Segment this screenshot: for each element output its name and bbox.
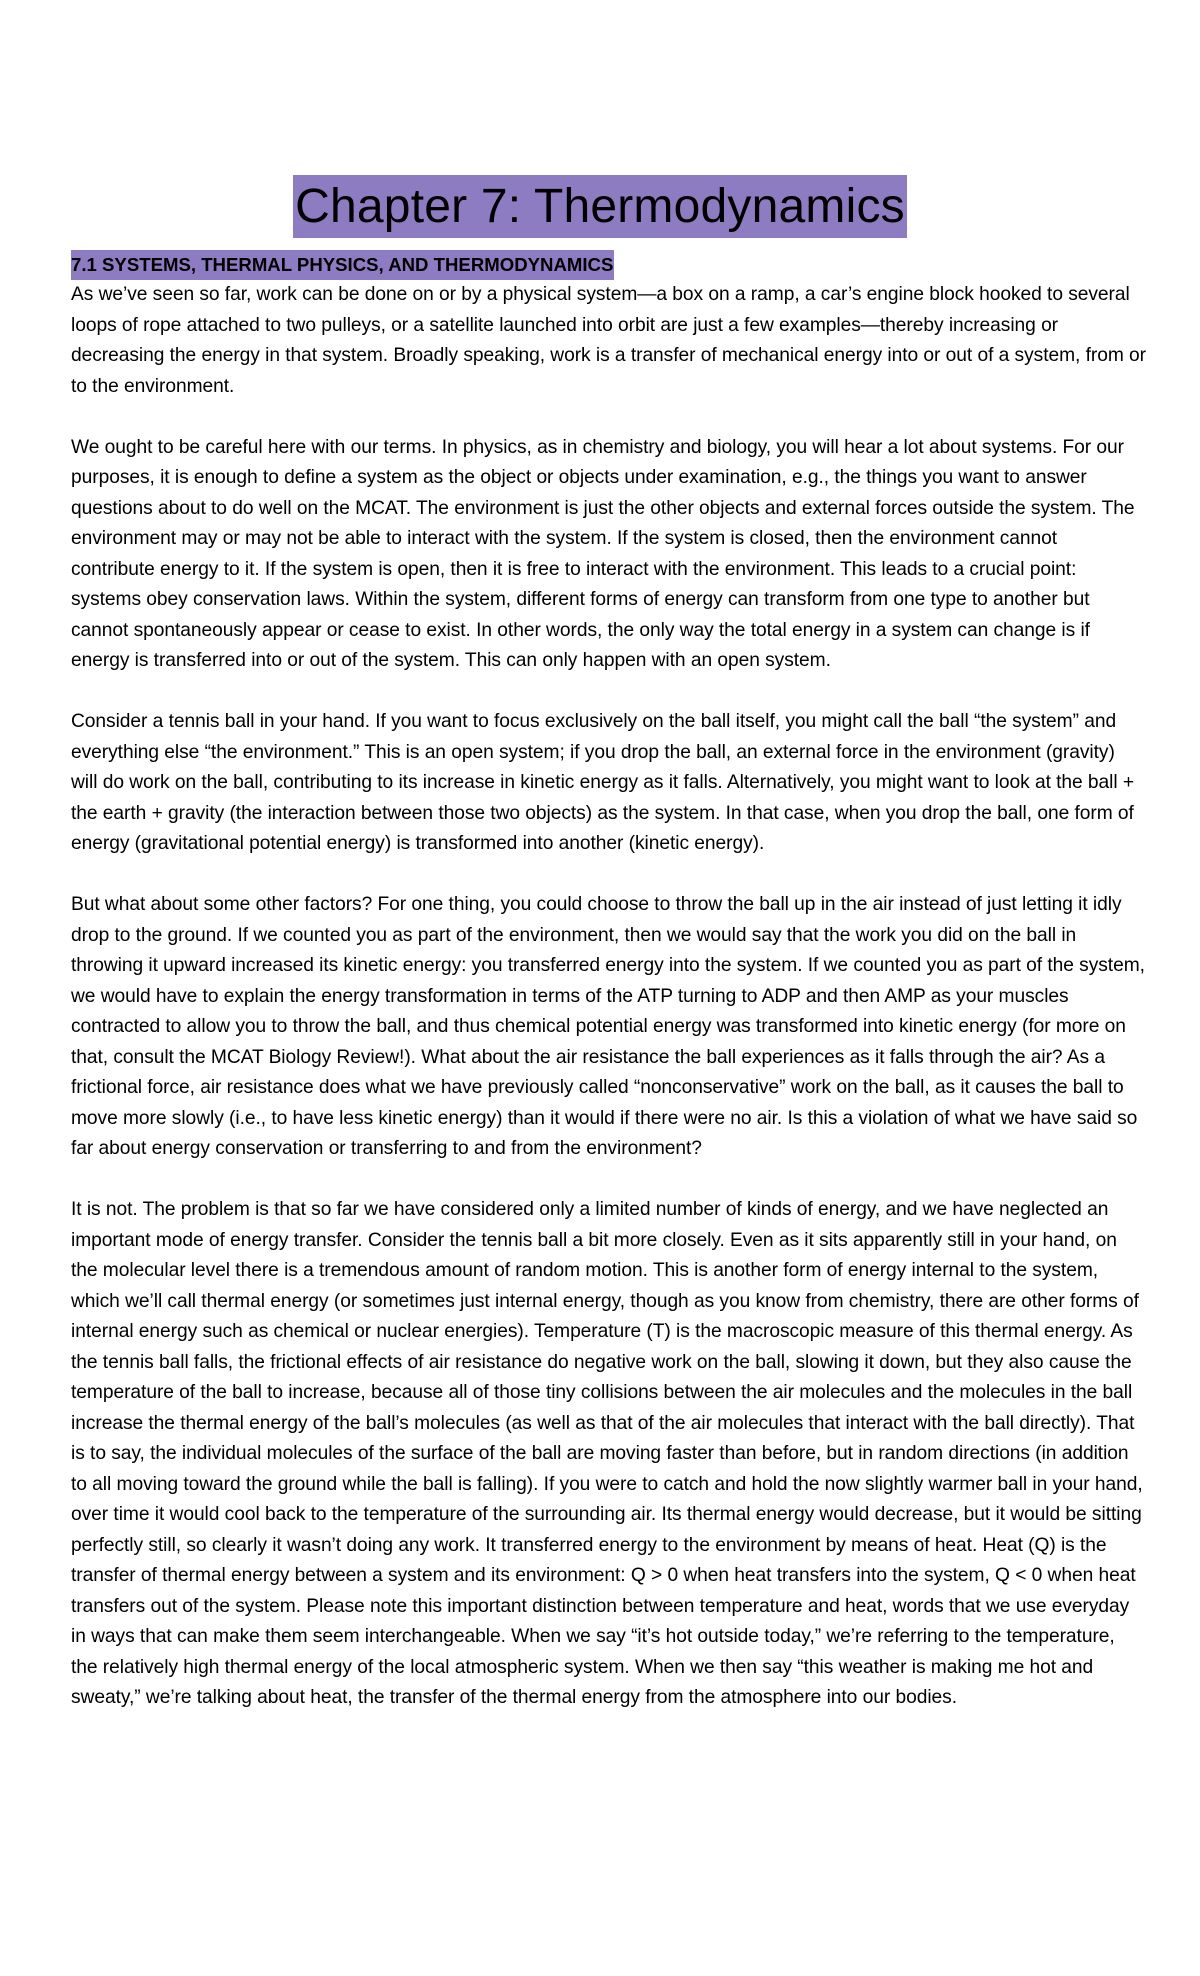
paragraph: It is not. The problem is that so far we have considered only a limited number of kinds of energy, and we have neglected an important mode of energy transfer. Consider the tennis ball a bit more closely. Even as it sits apparently still in your hand, on the molecular level there is a tremendous amount of random motion. This is another form of energy internal to the system, which we’ll call thermal energy (or sometimes just internal energy, though as you know from chemistry, there are other forms of internal energy such as chemical or nuclear energies). Temperature (T) is the macroscopic measure of this thermal energy. As the tennis ball falls, the frictional effects of air resistance do negative work on the ball, slowing it down, but they also cause the temperature of the ball to increase, because all of those tiny collisions between the air molecules and the molecules in the ball increase the thermal energy of the ball’s molecules (as well as that of the air molecules that interact with the ball directly). That is to say, the individual molecules of the surface of the ball are moving faster than before, but in random directions (in addition to all moving toward the ground while the ball is falling). If you were to catch and hold the now slightly warmer ball in your hand, over time it would cool back to the temperature of the surrounding air. Its thermal energy would decrease, but it would be sitting perfectly still, so clearly it wasn’t doing any work. It transferred energy to the environment by means of heat. Heat (Q) is the transfer of thermal energy between a system and its environment: Q > 0 when heat transfers into the system, Q < 0 when heat transfers out of the system. Please note this important distinction between temperature and heat, words that we use everyday in ways that can make them seem interchangeable. When we say “it’s hot outside today,” we’re referring to the temperature, the relatively high thermal energy of the local atmospheric system. When we then say “this weather is making me hot and sweaty,” we’re talking about heat, the transfer of the thermal energy from the atmosphere into our bodies.	[71, 1199, 1143, 1708]
section-heading: 7.1 SYSTEMS, THERMAL PHYSICS, AND THERMODYNAMICS	[71, 250, 614, 280]
document-body	[71, 250, 1146, 1744]
paragraph: As we’ve seen so far, work can be done on or by a physical system—a box on a ramp, a car’s engine block hooked to several loops of rope attached to two pulleys, or a satellite launched into orbit are just a few examples—thereby increasing or decreasing the energy in that system. Broadly speaking, work is a transfer of mechanical energy into or out of a system, from or to the environment.	[71, 284, 1147, 397]
paragraph: Consider a tennis ball in your hand. If you want to focus exclusively on the ball itself, you might call the ball “the system” and everything else “the environment.” This is an open system; if you drop the ball, an external force in the environment (gravity) will do work on the ball, contributing to its increase in kinetic energy as it falls. Alternatively, you might want to look at the ball + the earth + gravity (the interaction between those two objects) as the system. In that case, when you drop the ball, one form of energy (gravitational potential energy) is transformed into another (kinetic energy).	[71, 711, 1135, 854]
paragraph: We ought to be careful here with our terms. In physics, as in chemistry and biology, you will hear a lot about systems. For our purposes, it is enough to define a system as the object or objects under examination, e.g., the things you want to answer questions about to do well on the MCAT. The environment is just the other objects and external forces outside the system. The environment may or may not be able to interact with the system. If the system is closed, then the environment cannot contribute energy to it. If the system is open, then it is free to interact with the environment. This leads to a crucial point: systems obey conservation laws. Within the system, different forms of energy can transform from one type to another but cannot spontaneously appear or cease to exist. In other words, the only way the total energy in a system can change is if energy is transferred into or out of the system. This can only happen with an open system.	[71, 436, 1135, 671]
chapter-title: Chapter 7: Thermodynamics	[293, 175, 907, 238]
paragraph: But what about some other factors? For one thing, you could choose to throw the ball up in the air instead of just letting it idly drop to the ground. If we counted you as part of the environment, then we would say that the work you did on the ball in throwing it upward increased its kinetic energy: you transferred energy into the system. If we counted you as part of the system, we would have to explain the energy transformation in terms of the ATP turning to ADP and then AMP as your muscles contracted to allow you to throw the ball, and thus chemical potential energy was transformed into kinetic energy (for more on that, consult the MCAT Biology Review!). What about the air resistance the ball experiences as it falls through the air? As a frictional force, air resistance does what we have previously called “nonconservative” work on the ball, as it causes the ball to move more slowly (i.e., to have less kinetic energy) than it would if there were no air. Is this a violation of what we have said so far about energy conservation or transferring to and from the environment?	[71, 894, 1145, 1159]
